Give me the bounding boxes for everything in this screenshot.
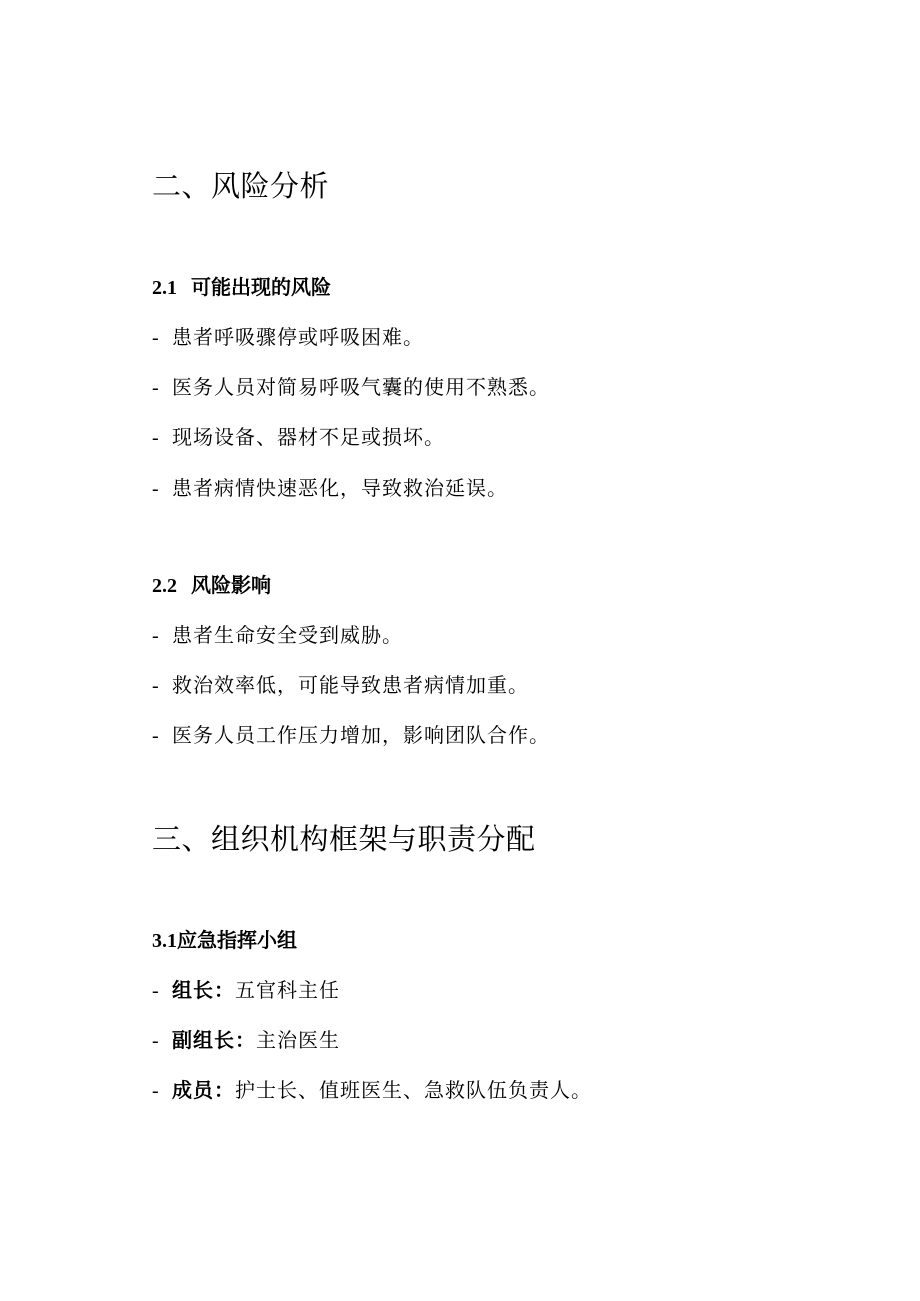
subsection-number: 3.1 bbox=[152, 930, 177, 952]
member-value: 护士长、值班医生、急救队伍负责人。 bbox=[235, 1078, 592, 1102]
member-value: 五官科主任 bbox=[235, 978, 340, 1002]
list-item: - 患者病情快速恶化，导致救治延误。 bbox=[152, 476, 508, 500]
subsection-2-2-heading bbox=[152, 575, 271, 596]
section-2-heading: 二、风险分析 bbox=[152, 169, 330, 203]
section-3-heading: 三、组织机构框架与职责分配 bbox=[152, 822, 536, 856]
subsection-number: 2.2 bbox=[152, 575, 177, 597]
subsection-title: 风险影响 bbox=[191, 573, 271, 597]
member-role: 副组长： bbox=[172, 1028, 256, 1052]
subsection-title: 应急指挥小组 bbox=[177, 928, 297, 952]
subsection-title: 可能出现的风险 bbox=[191, 275, 331, 299]
member-value: 主治医生 bbox=[256, 1028, 340, 1052]
subsection-2-1-heading bbox=[152, 277, 331, 298]
list-item: - 医务人员工作压力增加，影响团队合作。 bbox=[152, 723, 550, 747]
member-role: 组长： bbox=[172, 978, 235, 1002]
list-item: - 医务人员对简易呼吸气囊的使用不熟悉。 bbox=[152, 375, 550, 399]
subsection-3-1-heading bbox=[152, 930, 297, 951]
member-item: - 组长：五官科主任 bbox=[152, 978, 340, 1002]
list-item: - 现场设备、器材不足或损坏。 bbox=[152, 425, 445, 449]
list-item: - 患者呼吸骤停或呼吸困难。 bbox=[152, 325, 424, 349]
list-item: - 患者生命安全受到威胁。 bbox=[152, 623, 403, 647]
list-item: - 救治效率低，可能导致患者病情加重。 bbox=[152, 673, 529, 697]
member-item: - 副组长：主治医生 bbox=[152, 1028, 340, 1052]
subsection-number: 2.1 bbox=[152, 277, 177, 299]
member-item: - 成员：护士长、值班医生、急救队伍负责人。 bbox=[152, 1078, 592, 1102]
member-role: 成员： bbox=[172, 1078, 235, 1102]
